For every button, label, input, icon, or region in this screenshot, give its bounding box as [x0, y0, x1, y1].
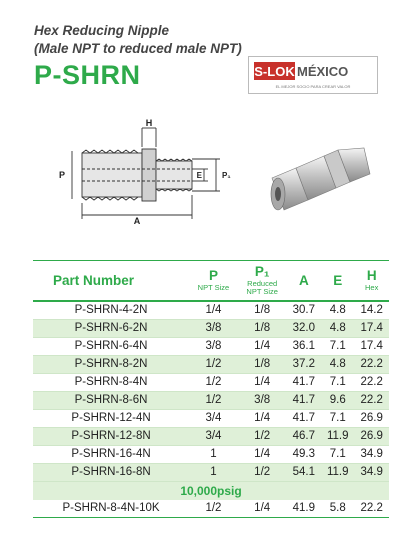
table-row: [33, 463, 389, 481]
cell-a: 41.7: [287, 373, 322, 391]
cell-a: 41.9: [287, 500, 322, 518]
dim-label-p: P: [58, 170, 66, 180]
cell-e: 4.8: [321, 355, 354, 373]
table-row: [33, 319, 389, 337]
cell-p1: 1/4: [238, 409, 287, 427]
table-row: [33, 373, 389, 391]
header-p1-sub1: Reduced: [247, 278, 278, 288]
header-e-label: E: [333, 272, 343, 288]
subtitle-line-2: (Male NPT to reduced male NPT): [34, 41, 242, 56]
cell-e: 5.8: [321, 500, 354, 518]
table-row: [33, 355, 389, 373]
cell-part-number: P-SHRN-12-4N: [33, 409, 189, 427]
cell-p: 3/4: [189, 409, 238, 427]
cell-p: 1: [189, 463, 238, 481]
cell-h: 34.9: [354, 463, 389, 481]
cell-part-number: P-SHRN-8-6N: [33, 391, 189, 409]
header-h-sub: Hex: [365, 282, 379, 292]
page-title: P-SHRN: [34, 60, 141, 90]
cell-part-number: P-SHRN-16-4N: [33, 445, 189, 463]
cell-p1: 1/4: [238, 500, 287, 518]
cell-h: 22.2: [354, 373, 389, 391]
cell-part-number: P-SHRN-6-4N: [33, 337, 189, 355]
logo-tagline: EL MEJOR SOCIO PARA CREAR VALOR: [275, 84, 351, 89]
cell-e: 4.8: [321, 319, 354, 337]
cell-part-number: P-SHRN-8-4N-10K: [33, 500, 189, 518]
table-header-row: [33, 261, 389, 301]
technical-drawing: [52, 118, 231, 226]
dim-label-h: H: [145, 118, 153, 128]
cell-e: 4.8: [321, 301, 354, 320]
table-row: [33, 500, 389, 518]
parts-table: [33, 260, 389, 518]
subtitle-line-1: Hex Reducing Nipple: [34, 23, 170, 38]
cell-part-number: P-SHRN-6-2N: [33, 319, 189, 337]
header-p1-sub2: NPT Size: [246, 287, 278, 296]
cell-e: 7.1: [321, 445, 354, 463]
table-row: [33, 337, 389, 355]
table-row: [33, 301, 389, 320]
cell-h: 22.2: [354, 355, 389, 373]
cell-h: 17.4: [354, 337, 389, 355]
cell-part-number: P-SHRN-4-2N: [33, 301, 189, 320]
table-row: [33, 445, 389, 463]
cell-e: 9.6: [321, 391, 354, 409]
cell-p1: 1/4: [238, 445, 287, 463]
slok-mexico-logo: [248, 56, 378, 94]
cell-a: 41.7: [287, 409, 322, 427]
cell-a: 41.7: [287, 391, 322, 409]
cell-p: 1/4: [189, 301, 238, 320]
product-photo: [266, 140, 376, 220]
cell-p: 1/2: [189, 500, 238, 518]
logo-brand-left: S-LOK: [254, 64, 295, 79]
cell-p: 3/4: [189, 427, 238, 445]
cell-e: 7.1: [321, 409, 354, 427]
table-row: [33, 391, 389, 409]
cell-part-number: P-SHRN-8-4N: [33, 373, 189, 391]
cell-part-number: P-SHRN-8-2N: [33, 355, 189, 373]
cell-p: 1/2: [189, 373, 238, 391]
cell-h: 14.2: [354, 301, 389, 320]
cell-p1: 1/4: [238, 337, 287, 355]
cell-p1: 1/4: [238, 373, 287, 391]
section-header-row: [33, 481, 389, 500]
header-h-label: H: [366, 268, 377, 284]
dim-label-a: A: [133, 216, 141, 226]
cell-p: 3/8: [189, 337, 238, 355]
cell-e: 7.1: [321, 373, 354, 391]
cell-part-number: P-SHRN-12-8N: [33, 427, 189, 445]
header-a-label: A: [298, 272, 309, 288]
header-p1-label: P₁: [254, 264, 270, 279]
header-p-label: P: [208, 268, 218, 284]
cell-h: 17.4: [354, 319, 389, 337]
cell-part-number: P-SHRN-16-8N: [33, 463, 189, 481]
cell-a: 30.7: [287, 301, 322, 320]
cell-e: 11.9: [321, 427, 354, 445]
dim-label-e: E: [196, 171, 202, 180]
cell-h: 26.9: [354, 427, 389, 445]
logo-brand-right: MÉXICO: [297, 64, 349, 79]
header-a: [287, 261, 322, 301]
cell-p: 1/2: [189, 391, 238, 409]
cell-p1: 1/2: [238, 427, 287, 445]
cell-p: 3/8: [189, 319, 238, 337]
table-row: [33, 409, 389, 427]
cell-e: 11.9: [321, 463, 354, 481]
cell-h: 26.9: [354, 409, 389, 427]
cell-p1: 1/8: [238, 355, 287, 373]
dim-label-p1: P₁: [222, 171, 231, 180]
cell-p: 1/2: [189, 355, 238, 373]
cell-a: 49.3: [287, 445, 322, 463]
cell-h: 22.2: [354, 500, 389, 518]
header-part-number: Part Number: [33, 261, 189, 301]
header-h: [354, 261, 389, 301]
cell-e: 7.1: [321, 337, 354, 355]
cell-p1: 1/8: [238, 319, 287, 337]
cell-a: 54.1: [287, 463, 322, 481]
table-row: [33, 427, 389, 445]
cell-a: 37.2: [287, 355, 322, 373]
cell-a: 32.0: [287, 319, 322, 337]
cell-a: 46.7: [287, 427, 322, 445]
cell-p1: 1/8: [238, 301, 287, 320]
cell-p1: 1/2: [238, 463, 287, 481]
cell-p: 1: [189, 445, 238, 463]
header-e: [321, 261, 354, 301]
cell-h: 22.2: [354, 391, 389, 409]
cell-h: 34.9: [354, 445, 389, 463]
section-label: 10,000psig: [33, 481, 389, 500]
header-p: [189, 261, 238, 301]
cell-a: 36.1: [287, 337, 322, 355]
header-p1: [238, 261, 287, 301]
cell-p1: 3/8: [238, 391, 287, 409]
header-p-sub: NPT Size: [197, 282, 230, 292]
